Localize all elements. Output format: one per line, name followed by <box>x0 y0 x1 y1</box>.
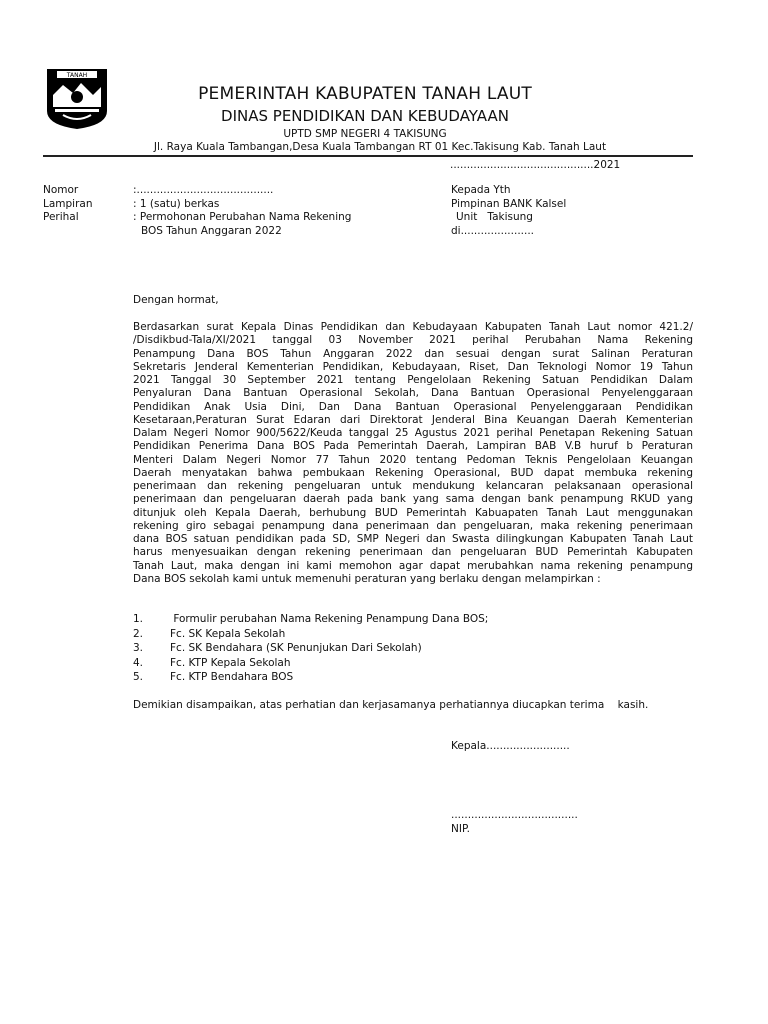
body-line: Pendidikan Anak Usia Dini, Dan Dana Bantuan Operasional Penyelenggaraan Pendidikan <box>133 400 693 413</box>
body-line: Penampung Dana BOS Tahun Anggaran 2022 dan sesuai dengan surat Salinan Peraturan <box>133 347 693 360</box>
list-item-number: 3. <box>133 642 144 655</box>
list-item-text: Fc. SK Kepala Sekolah <box>170 627 286 640</box>
body-line: Pendidikan Penerima Dana BOS Pada Pemerintah Daerah, Lampiran BAB V.B huruf b Peraturan <box>133 440 693 453</box>
list-item-number: 1. <box>133 613 144 625</box>
list-item-number: 2. <box>133 627 144 640</box>
date-line: ...........................................2021 <box>450 159 621 171</box>
list-item-text: Fc. KTP Kepala Sekolah <box>170 656 291 669</box>
list-item <box>133 670 488 685</box>
list-item-text: Fc. KTP Bendahara BOS <box>170 671 294 684</box>
body-line: harus menyesuaikan dengan rekening penerimaan dan pengeluaran BUD Pemerintah Kabupaten <box>133 546 693 559</box>
logo-lettering: TANAH <box>66 72 88 79</box>
body-line: /Disdikbud-Tala/XI/2021 tanggal 03 November 2021 perihal Perubahan Nama Rekening <box>133 334 693 347</box>
body-line: penerimaan dan pengeluaran daerah pada bank yang sama dengan bank penampung RKUD yang <box>133 493 693 506</box>
recipient-line2: Pimpinan BANK Kalsel <box>451 198 567 210</box>
letterhead-school: UPTD SMP NEGERI 4 TAKISUNG <box>283 128 447 140</box>
recipient-line3: Unit Takisung <box>456 211 533 223</box>
body-line: Penyaluran Dana Bantuan Operasional Sekolah, Dana Bantuan Operasional Penyelenggaraan <box>133 387 693 400</box>
body-line: Sekretaris Jenderal Kementerian Pendidikan, Kebudayaan, Riset, Dan Teknologi Nomor 19 Tahun <box>133 360 693 373</box>
perihal-value-line2: BOS Tahun Anggaran 2022 <box>141 225 282 237</box>
list-item-number: 4. <box>133 656 144 669</box>
signature-nip: NIP. <box>451 823 470 835</box>
body-line: dana BOS satuan pendidikan pada SD, SMP Negeri dan Swasta dilingkungan Kabupaten Tanah Laut <box>133 533 693 545</box>
body-line: penerimaan dan rekening pengeluaran untuk mendukung kelancaran pelaksanaan operasional <box>133 480 693 492</box>
nomor-value: :......................................... <box>133 184 274 196</box>
letterhead-government: PEMERINTAH KABUPATEN TANAH LAUT <box>198 84 532 104</box>
perihal-label: Perihal <box>43 211 79 223</box>
body-line: Berdasarkan surat Kepala Dinas Pendidikan dan Kebudayaan Kabupaten Tanah Laut nomor 421.2/ <box>133 321 693 333</box>
recipient-line1: Kepada Yth <box>451 184 511 196</box>
list-item-text: Formulir perubahan Nama Rekening Penampung Dana BOS; <box>170 613 489 625</box>
recipient-line4: di...................... <box>451 225 535 237</box>
body-line: 2021 Tanggal 30 September 2021 tentang Pengelolaan Rekening Satuan Pendidikan Dalam <box>133 374 693 386</box>
lampiran-value: : 1 (satu) berkas <box>133 198 220 210</box>
regency-logo <box>43 67 111 131</box>
attachment-list <box>133 612 488 685</box>
perihal-value-line1: : Permohonan Perubahan Nama Rekening <box>133 211 352 223</box>
nomor-label: Nomor <box>43 184 79 196</box>
body-line: Kesetaraan,Peraturan Surat Edaran dari Direktorat Jenderal Bina Keuangan Daerah Kementerian <box>133 413 693 426</box>
list-item <box>133 612 488 627</box>
closing-sentence: Demikian disampaikan, atas perhatian dan kerjasamanya perhatiannya diucapkan terima kasih. <box>133 699 649 711</box>
greeting: Dengan hormat, <box>133 294 219 306</box>
body-line: Dana BOS sekolah kami untuk memenuhi peraturan yang berlaku dengan melampirkan : <box>133 572 601 585</box>
body-line: Menteri Dalam Negeri Nomor 77 Tahun 2020 tentang Pedoman Teknis Pengelolaan Keuangan <box>133 453 693 466</box>
body-paragraph <box>133 321 693 586</box>
signature-title: Kepala......................... <box>451 740 570 752</box>
list-item <box>133 627 488 642</box>
lampiran-label: Lampiran <box>43 198 93 210</box>
body-line: Daerah menyatakan bahwa pembukaan Rekening Operasional, BUD dapat membuka rekening <box>133 466 693 479</box>
body-line: ditunjuk oleh Kepala Daerah, berhubung BUD Pemerintah Kabuapaten Tanah Laut menggunakan <box>133 506 693 519</box>
letterhead-address: Jl. Raya Kuala Tambangan,Desa Kuala Tambangan RT 01 Kec.Takisung Kab. Tanah Laut <box>153 141 607 153</box>
header-divider <box>43 155 693 157</box>
list-item-number: 5. <box>133 671 144 684</box>
body-line: Dalam Negeri Nomor 900/5622/Keuda tanggal 25 Agustus 2021 perihal Penetapan Rekening Satuan <box>133 427 693 439</box>
signature-name-line: ...................................... <box>451 809 578 821</box>
list-item <box>133 656 488 671</box>
body-line: Tanah Laut, maka dengan ini kami memohon agar dapat merubahkan nama rekening penampung <box>133 559 693 572</box>
list-item <box>133 641 488 656</box>
body-line: rekening giro sebagai penampung dana penerimaan dan pengeluaran, maka rekening penerimaan <box>133 519 693 532</box>
list-item-text: Fc. SK Bendahara (SK Penunjukan Dari Sekolah) <box>170 642 422 655</box>
letterhead-department: DINAS PENDIDIKAN DAN KEBUDAYAAN <box>221 107 509 125</box>
